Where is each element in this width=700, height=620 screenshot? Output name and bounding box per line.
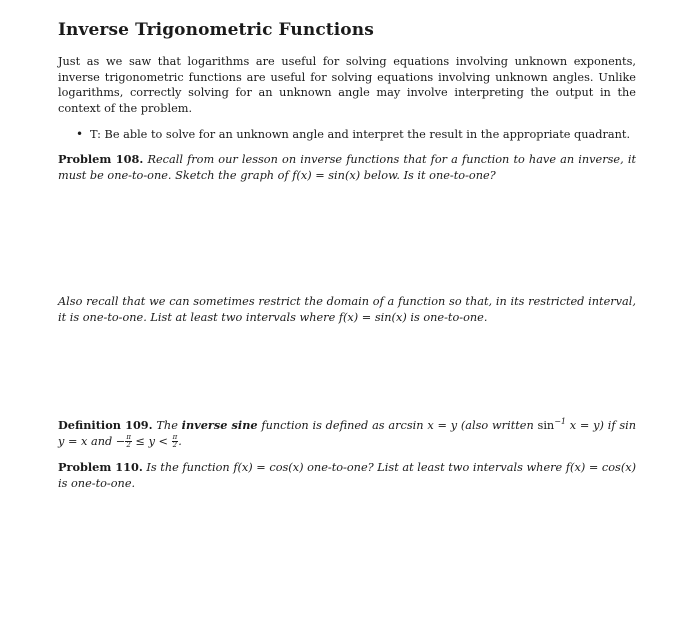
section-title: Inverse Trigonometric Functions <box>58 20 374 40</box>
problem-108-text-b: below. Is it one-to-one? <box>363 168 496 182</box>
problem-108-label: Problem 108. <box>58 152 144 166</box>
page-content <box>58 20 636 183</box>
inverse-superscript: −1 <box>554 417 566 427</box>
bullet-icon: • <box>76 127 84 141</box>
period: . <box>178 434 182 448</box>
restrict-text-b: is one-to-one. <box>410 310 488 324</box>
problem-110-text-c: is one-to-one. <box>58 476 136 490</box>
definition-109-text-b: function is defined as <box>261 419 385 432</box>
problem-108-fx: f(x) = sin(x) <box>292 168 361 182</box>
definition-109-text-a: The <box>156 419 178 432</box>
problem-110-text-b: one-to-one? List at least two intervals where <box>307 461 563 474</box>
problem-108 <box>58 152 636 183</box>
objective-item <box>58 127 636 142</box>
problem-110 <box>58 460 636 491</box>
definition-109-expr3: sin y = x <box>58 419 637 448</box>
problem-110-label: Problem 110. <box>58 460 143 474</box>
two-denominator: 2 <box>126 441 131 449</box>
definition-109-expr1: arcsin x = y <box>388 419 458 432</box>
problem-110-fx2: f(x) = cos(x) <box>565 461 637 474</box>
pi-numerator: π <box>126 433 131 441</box>
minus-sign: − <box>115 434 126 448</box>
intro-paragraph: Just as we saw that logarithms are useful for solving equations involving unknown exponents, inverse trigonometric functions are useful for solving equations involving unknown angles. Unlike logarithms, correctly solving for an unknown angle may involve interpreting the output in the context of the problem. <box>58 55 636 115</box>
definition-109-block <box>58 418 636 449</box>
expr2-rest: x = y) <box>569 419 604 432</box>
definition-109-expr2 <box>538 419 604 432</box>
problem-110-block <box>58 460 636 491</box>
restrict-block <box>58 294 636 325</box>
sin-base: sin <box>537 419 555 432</box>
objectives-list <box>58 127 636 142</box>
definition-109-text-d: if <box>607 419 616 432</box>
problem-110-text-a: Is the function <box>146 461 230 474</box>
definition-109-text-e: and <box>91 434 113 448</box>
restrict-fx: f(x) = sin(x) <box>338 310 407 324</box>
definition-109-text-c: (also written <box>460 419 534 432</box>
pi-over-two-fraction <box>125 434 132 449</box>
pi-numerator-2: π <box>172 433 178 441</box>
definition-109-label: Definition 109. <box>58 418 153 432</box>
two-denominator-2: 2 <box>172 441 178 449</box>
problem-108-text-a: Recall from our lesson on inverse functions that for a function to have an inverse, it must be one-to-one. Sketch the graph of <box>58 153 637 182</box>
definition-109 <box>58 418 636 449</box>
definition-109-term: inverse sine <box>181 418 258 432</box>
restrict-paragraph <box>58 294 636 325</box>
objective-text: T: Be able to solve for an unknown angle and interpret the result in the appropriate quadrant. <box>90 128 631 141</box>
restrict-text-a: Also recall that we can sometimes restrict the domain of a function so that, in its restricted interval, it is one-to-one. List at least two intervals where <box>58 295 636 324</box>
ineq-middle: ≤ y < <box>135 434 169 448</box>
problem-110-fx: f(x) = cos(x) <box>233 461 304 474</box>
definition-109-inequality <box>116 435 182 448</box>
